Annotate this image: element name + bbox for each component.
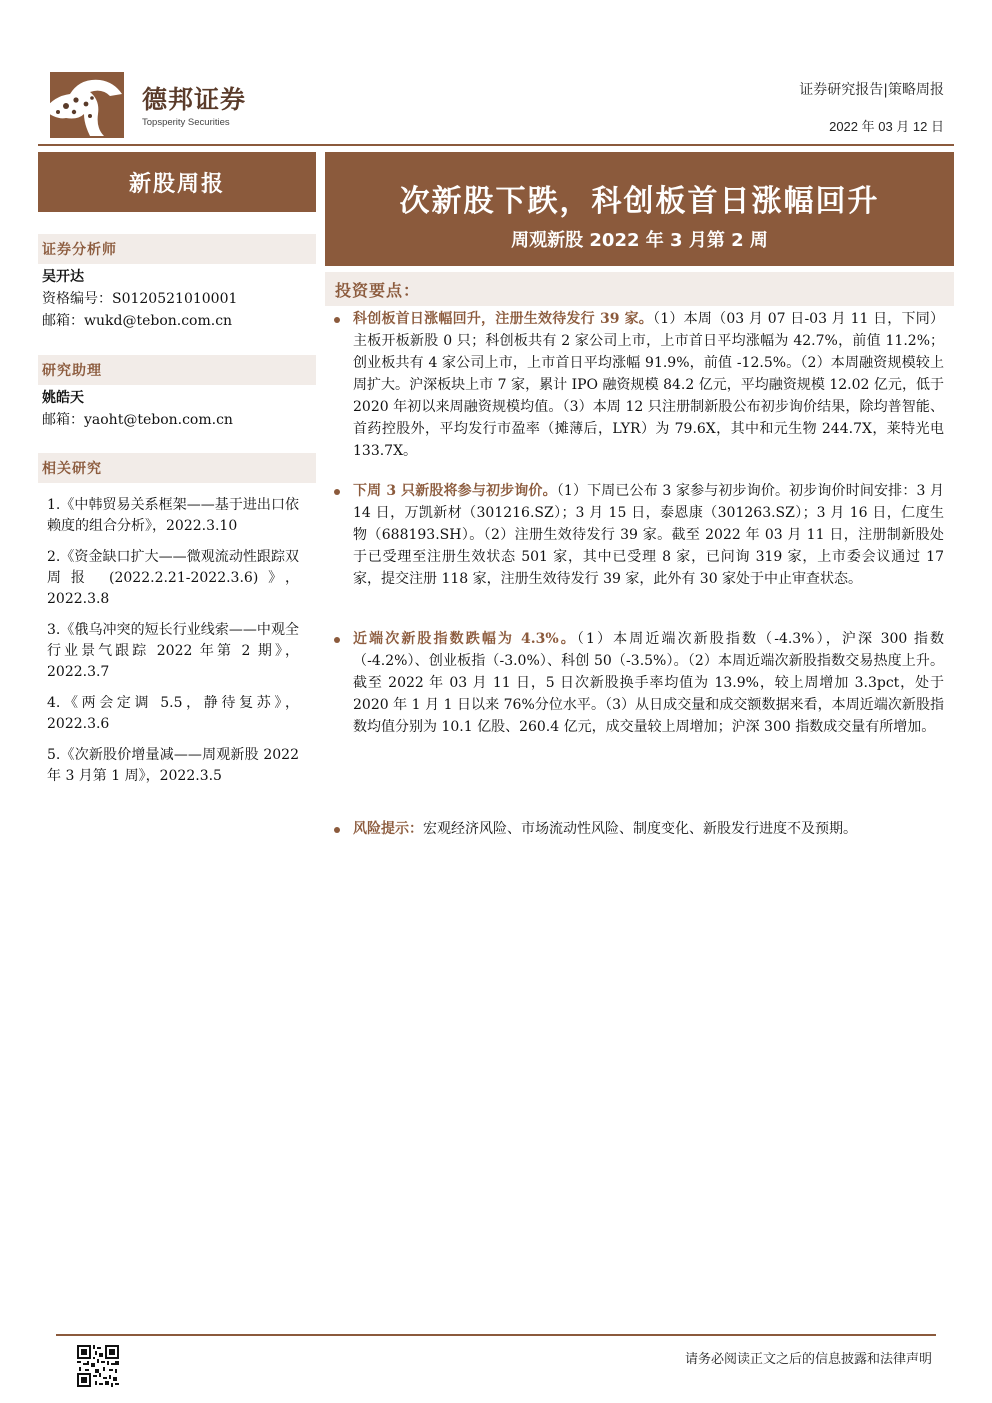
- related-research-list: [47, 495, 299, 797]
- related-research-item[interactable]: 3.《俄乌冲突的短长行业线索——中观全行业景气跟踪 2022 年第 2 期》，2022.3.7: [47, 622, 299, 680]
- key-point-2: [353, 480, 944, 590]
- brand: [142, 80, 246, 128]
- bullet-icon: [334, 637, 340, 643]
- related-research-item[interactable]: 2.《资金缺口扩大——微观流动性跟踪双周报 (2022.2.21-2022.3.6)》，2022.3.8: [47, 549, 299, 607]
- risk-warning-lead: 风险提示：: [353, 821, 423, 837]
- report-category-banner: 新股周报: [38, 152, 316, 212]
- header-divider: [38, 144, 954, 146]
- key-point-body: （1）本周近端次新股指数（-4.3%），沪深 300 指数（-4.2%）、创业板指（-3.0%）、科创 50（-3.5%）。（2）本周近端次新股指数交易热度上升。截至 2022 年 03 月 11 日，5 日次新股换手率均值为 13.9%，较上周增加 3.3pct，处于 2020 年 1 月 1 日以来 76%分位水平。（3）从日成交量和成交额数据来看，本周近端次新股指数均值分别为 10.1 亿股、260.4 亿元，成交量较上周增加；沪深 300 指数成交量有所增加。: [353, 631, 944, 735]
- assistant-heading: 研究助理: [38, 355, 316, 385]
- bullet-icon: [334, 827, 340, 833]
- related-research-item[interactable]: 5.《次新股价增量减——周观新股 2022 年 3 月第 1 周》，2022.3.5: [47, 747, 299, 784]
- legal-disclaimer: 请务必阅读正文之后的信息披露和法律声明: [684, 1352, 932, 1367]
- brand-name-en: Topsperity Securities: [142, 117, 230, 128]
- analyst-heading: 证券分析师: [38, 234, 316, 264]
- key-point-lead: 近端次新股指数跌幅为 4.3%。: [353, 631, 577, 647]
- assistant-email: 邮箱：yaoht@tebon.com.cn: [42, 412, 233, 428]
- risk-warning: [353, 818, 944, 840]
- key-point-body: （1）本周（03 月 07 日-03 月 11 日，下同）主板开板新股 0 只；科创板共有 2 家公司上市，上市首日平均涨幅为 42.7%，前值 11.2%；创业板共有 4 家公司上市，上市首日平均涨幅 91.9%，前值 -12.5%。（2）本周融资规模较上周扩大。沪深板块上市 7 家，累计 IPO 融资规模 84.2 亿元，平均融资规模 12.02 亿元，低于 2020 年初以来周融资规模均值。（3）本周 12 只注册制新股公布初步询价结果，除均普智能、首药控股外，平均发行市盈率（摊薄后，LYR）为 79.6X，其中和元生物 244.7X，莱特光电 133.7X。: [353, 311, 944, 459]
- related-research-heading: 相关研究: [38, 453, 316, 483]
- report-date: 2022 年 03 月 12 日: [829, 119, 944, 134]
- key-point-lead: 下周 3 只新股将参与初步询价。: [353, 483, 557, 499]
- key-point-3: [353, 628, 944, 738]
- analyst-email: 邮箱：wukd@tebon.com.cn: [42, 313, 233, 329]
- qr-code-icon[interactable]: [77, 1345, 119, 1387]
- key-point-lead: 科创板首日涨幅回升，注册生效待发行 39 家。: [353, 311, 654, 327]
- bullet-icon: [334, 317, 340, 323]
- key-points-heading: 投资要点：: [325, 272, 954, 306]
- analyst-name: 吴开达: [42, 269, 84, 285]
- key-point-1: [353, 308, 944, 462]
- report-title: 次新股下跌，科创板首日涨幅回升: [399, 184, 880, 219]
- report-type: 证券研究报告|策略周报: [799, 82, 944, 98]
- assistant-name: 姚皓天: [42, 390, 84, 406]
- title-banner: [325, 152, 954, 266]
- key-point-body: （1）下周已公布 3 家参与初步询价。初步询价时间安排：3 月 14 日，万凯新材（301216.SZ）；3 月 15 日，泰恩康（301263.SZ）；3 月 16 日，仁度生物（688193.SH）。（2）注册生效待发行 39 家。截至 2022 年 03 月 11 日，注册制新股处于已受理至注册生效状态 501 家，其中已受理 8 家，已问询 319 家，上市委会议通过 17 家，提交注册 118 家，注册生效待发行 39 家，此外有 30 家处于中止审查状态。: [353, 483, 944, 587]
- bullet-icon: [334, 489, 340, 495]
- assistant-info: [42, 387, 233, 431]
- tebon-leopard-logo: [44, 70, 126, 140]
- brand-name-cn: 德邦证券: [142, 85, 247, 114]
- related-research-item[interactable]: 1.《中韩贸易关系框架——基于进出口依赖度的组合分析》，2022.3.10: [47, 497, 299, 534]
- footer-divider: [56, 1334, 936, 1336]
- risk-warning-body: 宏观经济风险、市场流动性风险、制度变化、新股发行进度不及预期。: [423, 821, 857, 837]
- report-subtitle: 周观新股 2022 年 3 月第 2 周: [511, 230, 768, 251]
- analyst-info: [42, 266, 237, 332]
- analyst-cert: 资格编号：S0120521010001: [42, 291, 238, 307]
- related-research-item[interactable]: 4.《两会定调 5.5，静待复苏》，2022.3.6: [47, 695, 299, 732]
